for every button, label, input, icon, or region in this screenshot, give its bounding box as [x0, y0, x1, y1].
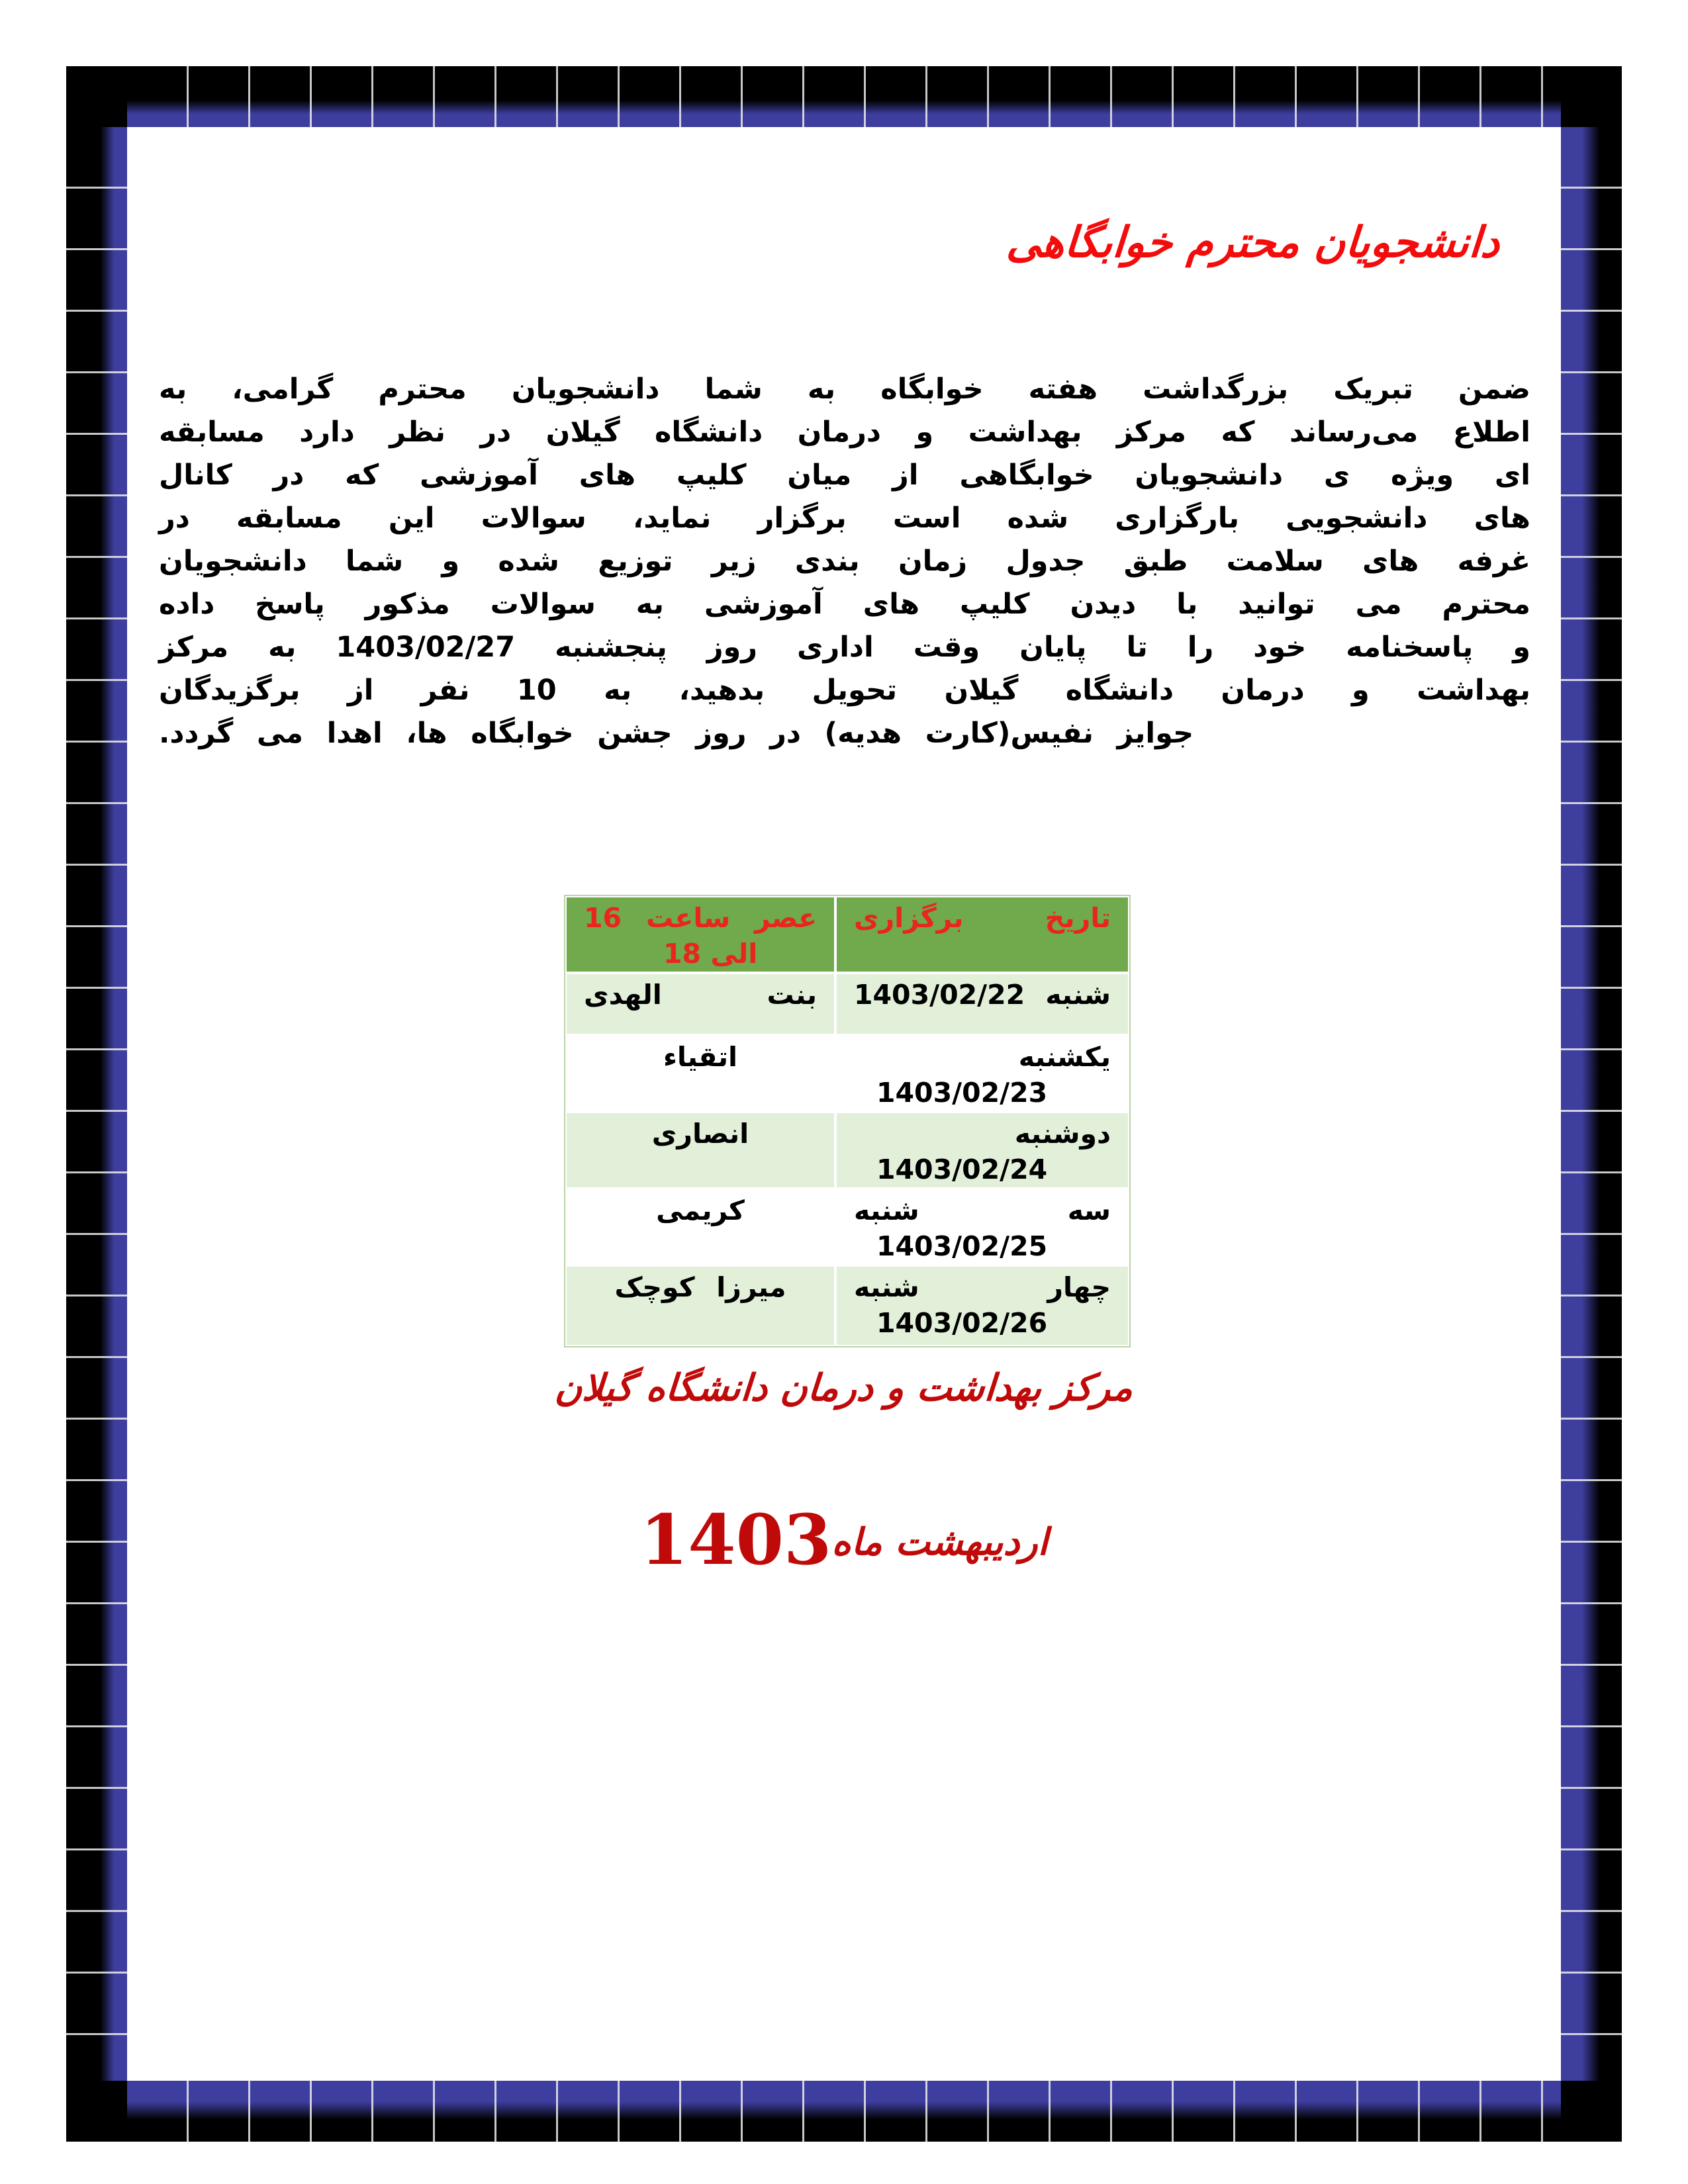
schedule-table [564, 895, 1131, 1347]
frame-border-top [127, 66, 1561, 127]
dorm-name: انصاری [651, 1118, 749, 1150]
dorm-name: کریمی [656, 1195, 745, 1226]
month-text: اردیبهشت ماه [831, 1521, 1049, 1564]
date-value: 1403/02/25 [876, 1230, 1048, 1262]
frame-border-bottom [127, 2081, 1561, 2142]
date-cell [835, 1035, 1129, 1112]
paragraph-line: بهداشت و درمان دانشگاه گیلان تحویل بدهید، به 10 نفر از برگزیدگان [159, 674, 1530, 707]
frame-corner-top-right [1561, 66, 1622, 127]
header-cell-time [565, 896, 835, 973]
announcement-paragraph [159, 368, 1530, 755]
dorm-cell [565, 1189, 835, 1265]
table-row [565, 1265, 1129, 1346]
table-row [565, 1112, 1129, 1189]
paragraph-line: های دانشجویی بارگزاری شده است برگزار نماید، سوالات این مسابقه در [159, 502, 1530, 535]
paragraph-line: جوایز نفیس(کارت هدیه) در روز جشن خوابگاه ها، اهدا می گردد. [159, 717, 1194, 750]
date-cell [835, 1265, 1129, 1346]
paragraph-line: و پاسخنامه خود را تا پایان وقت اداری روز پنجشنبه 1403/02/27 به مرکز [159, 631, 1530, 664]
paragraph-line: اطلاع می‌رساند که مرکز بهداشت و درمان دانشگاه گیلان در نظر دارد مسابقه [159, 416, 1530, 449]
dorm-name: اتقیاء [663, 1041, 738, 1073]
paragraph-line: محترم می توانید با دیدن کلیپ های آموزشی به سوالات مذکور پاسخ داده [159, 588, 1530, 621]
date-value: 1403/02/26 [876, 1307, 1048, 1339]
weekday-label: دوشنبه [1014, 1118, 1111, 1150]
dorm-cell [565, 1265, 835, 1346]
frame-corner-top-left [66, 66, 127, 127]
center-name-calligraphy: مرکز بهداشت و درمان دانشگاه گیلان [553, 1367, 1135, 1410]
date-value: 1403/02/24 [876, 1154, 1048, 1185]
header-time-line1: عصر ساعت 16 [584, 902, 817, 934]
page-title: دانشجویان محترم خوابگاهی [1004, 218, 1501, 267]
dorm-cell [565, 1035, 835, 1112]
header-cell-date [835, 896, 1129, 973]
frame-corner-bottom-left [66, 2081, 127, 2142]
paragraph-line: ای ویژه ی دانشجویان خوابگاهی از میان کلیپ های آموزشی که در کانال [159, 459, 1530, 492]
header-date-label: تاریخ برگزاری [854, 902, 1111, 934]
table-row [565, 1189, 1129, 1265]
weekday-label: چهار شنبه [854, 1271, 1111, 1303]
table-row [565, 1035, 1129, 1112]
dorm-name: بنت الهدی [584, 979, 817, 1011]
header-time-line2: الی 18 [663, 938, 758, 970]
weekday-label: شنبه [1045, 979, 1111, 1011]
month-year [0, 1499, 1688, 1580]
date-cell [835, 1189, 1129, 1265]
dorm-name: میرزا کوچک [614, 1271, 786, 1303]
date-value: 1403/02/22 [854, 979, 1025, 1011]
year-text: 1403 [639, 1499, 832, 1580]
dorm-cell [565, 1112, 835, 1189]
weekday-label: یکشنبه [1018, 1041, 1111, 1073]
date-value: 1403/02/23 [876, 1077, 1048, 1109]
date-cell [835, 1112, 1129, 1189]
frame-border-right [1561, 127, 1622, 2081]
dorm-cell [565, 973, 835, 1035]
date-cell [835, 973, 1129, 1035]
table-row [565, 973, 1129, 1035]
paragraph-line: غرفه های سلامت طبق جدول زمان بندی زیر توزیع شده و شما دانشجویان [159, 545, 1530, 578]
table-header-row [565, 896, 1129, 973]
paragraph-line: ضمن تبریک بزرگداشت هفته خوابگاه به شما دانشجویان محترم گرامی، به [159, 373, 1530, 406]
frame-corner-bottom-right [1561, 2081, 1622, 2142]
frame-border-left [66, 127, 127, 2081]
weekday-label: سه شنبه [854, 1195, 1111, 1226]
